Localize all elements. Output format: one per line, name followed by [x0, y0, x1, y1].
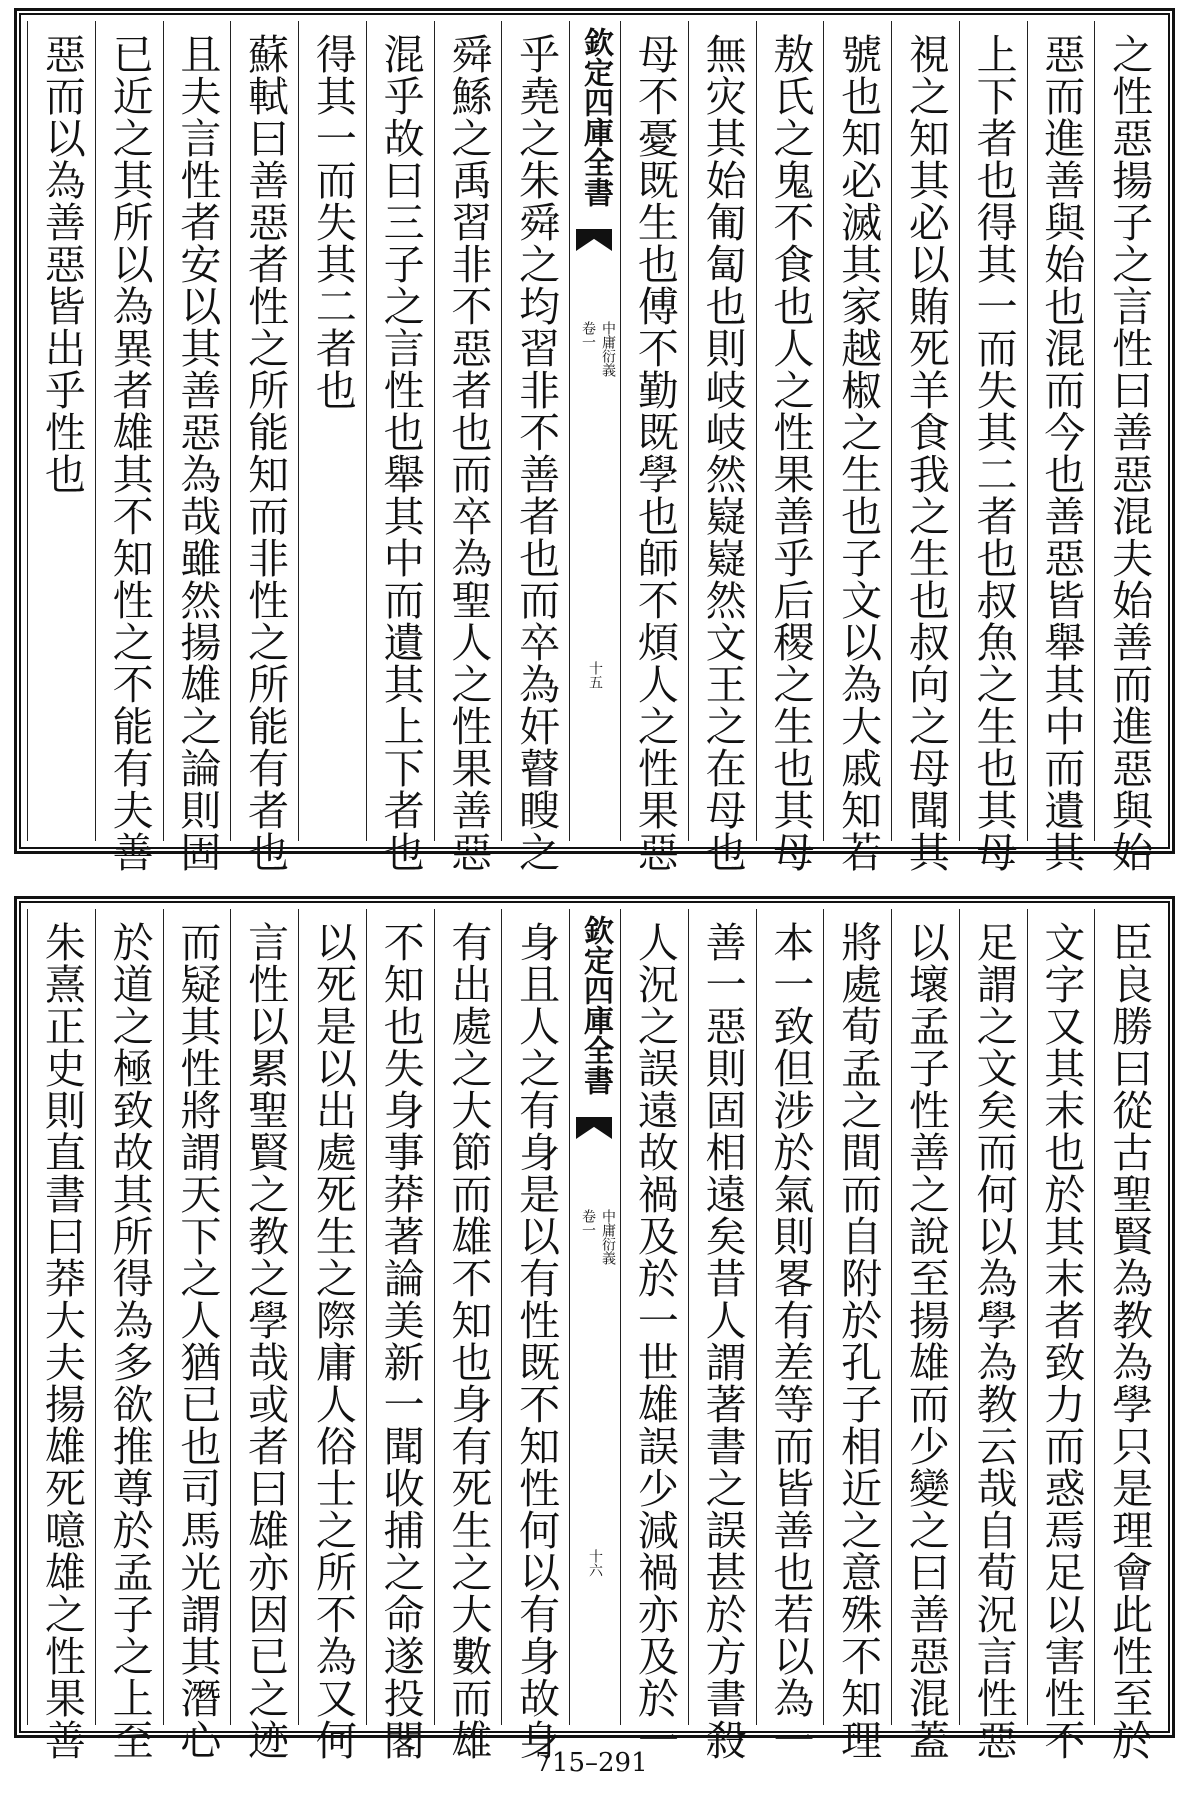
text-column	[434, 21, 502, 873]
text-column	[891, 909, 959, 1761]
text-column	[959, 21, 1027, 873]
text-column	[1027, 909, 1095, 1761]
column-text: 身且人之有身是以有性既不知性何以有身故身	[512, 921, 561, 1761]
text-column	[230, 21, 298, 873]
center-gutter	[569, 909, 620, 1725]
volume-label: 卷一	[580, 321, 596, 349]
column-text: 於道之極致故其所得為多欲推尊於孟子之上至	[105, 921, 154, 1761]
column-text: 將處荀孟之間而自附於孔子相近之意殊不知理	[834, 921, 883, 1761]
text-column	[298, 21, 366, 841]
column-text: 得其一而失其二者也	[308, 33, 357, 411]
book-subtitle: 中庸衍義	[600, 321, 616, 377]
text-column	[756, 21, 824, 873]
column-text: 舜鯀之禹習非不惡者也而卒為聖人之性果善惡	[444, 33, 493, 873]
column-text: 足謂之文矣而何以為學為教云哉自荀況言性惡	[969, 921, 1018, 1761]
column-text: 無灾其始匍匐也則岐岐然嶷嶷然文王之在母也	[698, 33, 747, 873]
text-column	[620, 21, 688, 873]
text-column	[95, 909, 163, 1761]
column-text: 不知也失身事莽著論美新一聞收捕之命遂投閣	[376, 921, 425, 1761]
text-column	[620, 909, 688, 1761]
text-column	[1094, 909, 1162, 1761]
text-column	[501, 909, 569, 1761]
column-text: 已近之其所以為異者雄其不知性之不能有夫善	[105, 33, 154, 873]
text-column	[163, 909, 231, 1761]
text-column	[756, 909, 824, 1761]
text-column	[688, 21, 756, 873]
text-column	[823, 21, 891, 873]
column-text: 以壞孟子性善之說至揚雄而少變之曰善惡混蓋	[901, 921, 950, 1761]
book-subtitle: 中庸衍義	[600, 1209, 616, 1265]
book-title: 欽定四庫全書	[578, 915, 613, 1095]
column-text: 號也知必滅其家越椒之生也子文以為大戚知若	[834, 33, 883, 873]
text-column	[27, 21, 95, 841]
text-column	[230, 909, 298, 1761]
text-columns	[27, 909, 1162, 1761]
text-columns	[27, 21, 1162, 873]
column-text: 朱熹正史則直書曰莽大夫揚雄死噫雄之性果善	[37, 921, 86, 1761]
page-fifteen	[14, 8, 1175, 873]
fishtail-mark-icon	[576, 229, 612, 251]
column-text: 母不憂既生也傅不勤既學也師不煩人之性果惡	[630, 33, 679, 873]
column-text: 敖氏之鬼不食也人之性果善乎后稷之生也其母	[766, 33, 815, 873]
column-text: 且夫言性者安以其善惡為哉雖然揚雄之論則固	[173, 33, 222, 873]
text-column	[891, 21, 959, 873]
column-text: 蘇軾曰善惡者性之所能知而非性之所能有者也	[241, 33, 290, 873]
column-text: 乎堯之朱舜之均習非不善者也而卒為奸瞽瞍之	[512, 33, 561, 873]
folio-number: 十五	[587, 661, 603, 689]
text-column	[1094, 21, 1162, 873]
text-column	[1027, 21, 1095, 873]
text-column	[434, 909, 502, 1761]
text-column	[27, 909, 95, 1761]
page-sixteen	[14, 896, 1175, 1761]
text-column	[688, 909, 756, 1761]
text-column	[298, 909, 366, 1761]
column-text: 而疑其性將謂天下之人猶已也司馬光謂其潛心	[173, 921, 222, 1761]
column-text: 臣良勝曰從古聖賢為教為學只是理會此性至於	[1105, 921, 1154, 1761]
column-text: 文字又其末也於其末者致力而惑焉足以害性不	[1037, 921, 1086, 1761]
page-footer-number: 715–291	[535, 1748, 648, 1778]
text-column	[163, 21, 231, 873]
column-text: 人況之誤遠故禍及於一世雄誤少減禍亦及於一	[630, 921, 679, 1761]
fishtail-mark-icon	[576, 1117, 612, 1139]
text-column	[959, 909, 1027, 1761]
book-title: 欽定四庫全書	[578, 27, 613, 207]
column-text: 有出處之大節而雄不知也身有死生之大數而雄	[444, 921, 493, 1761]
text-column	[366, 909, 434, 1761]
column-text: 言性以累聖賢之教之學哉或者曰雄亦因已之迹	[241, 921, 290, 1761]
column-text: 本一致但涉於氣則畧有差等而皆善也若以為一	[766, 921, 815, 1761]
text-column	[95, 21, 163, 873]
text-column	[501, 21, 569, 873]
column-text: 善一惡則固相遠矣昔人謂著書之誤甚於方書殺	[698, 921, 747, 1761]
column-text: 視之知其必以賄死羊食我之生也叔向之母聞其	[901, 33, 950, 873]
center-gutter	[569, 21, 620, 841]
column-text: 惡而以為善惡皆出乎性也	[37, 33, 86, 495]
column-text: 以死是以出處死生之際庸人俗士之所不為又何	[308, 921, 357, 1761]
column-text: 上下者也得其一而失其二者也叔魚之生也其母	[969, 33, 1018, 873]
column-text: 混乎故曰三子之言性也舉其中而遺其上下者也	[376, 33, 425, 873]
text-column	[366, 21, 434, 873]
text-column	[823, 909, 891, 1761]
folio-number: 十六	[587, 1549, 603, 1577]
column-text: 之性惡揚子之言性曰善惡混夫始善而進惡與始	[1105, 33, 1154, 873]
volume-label: 卷一	[580, 1209, 596, 1237]
column-text: 惡而進善與始也混而今也善惡皆舉其中而遺其	[1037, 33, 1086, 873]
